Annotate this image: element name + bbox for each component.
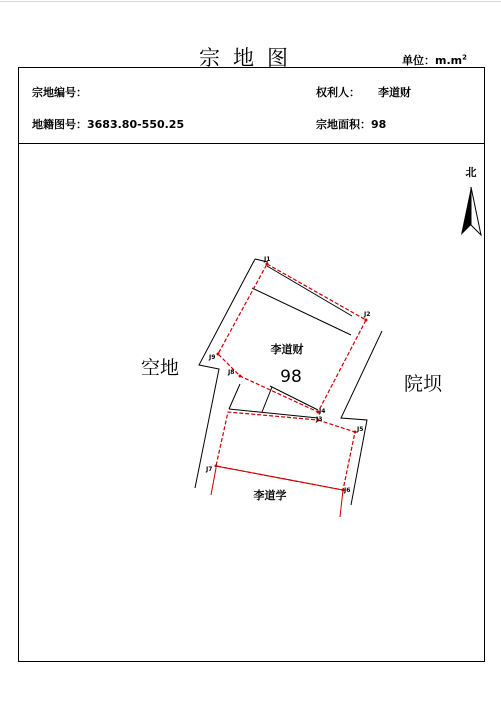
cadastral-map-number: 地籍图号：3683.80-550.25 xyxy=(32,118,185,131)
marker-j2 xyxy=(365,319,368,322)
north-arrow-icon xyxy=(461,187,471,235)
parcel-area-label: 宗地面积：98 xyxy=(316,118,387,131)
lower-parcel-boundary xyxy=(216,412,355,490)
west-segment-line xyxy=(229,384,240,409)
owner-value: 李道财 xyxy=(378,86,411,99)
north-label: 北 xyxy=(465,166,477,179)
point-label-j1: J1 xyxy=(264,256,271,263)
point-label-j3: J3 xyxy=(316,416,323,423)
area-value-label: 98 xyxy=(280,367,302,387)
marker-j8 xyxy=(239,375,242,378)
south-boundary-line xyxy=(216,466,343,490)
owner-label: 权利人： xyxy=(316,86,360,99)
page-title: 宗地图 xyxy=(199,46,301,70)
west-label: 空地 xyxy=(141,357,180,379)
unit-text: 单位：m.m xyxy=(402,54,463,67)
west-outer-line xyxy=(195,259,255,488)
point-label-j7: J7 xyxy=(206,466,213,473)
parcel-number-label: 宗地编号： xyxy=(32,86,87,99)
building-top-line xyxy=(267,266,352,316)
north-arrow-outline xyxy=(471,187,481,235)
point-label-j4: J4 xyxy=(319,408,326,415)
interior-lines xyxy=(229,266,352,418)
point-label-j5: J5 xyxy=(357,426,364,433)
owner-name-label: 李道财 xyxy=(270,343,304,356)
point-label-j9: J9 xyxy=(209,354,216,361)
point-label-j2: J2 xyxy=(364,311,371,318)
inner-diagonal-line xyxy=(270,386,318,410)
marker-j7 xyxy=(215,465,218,468)
j6-extension-line xyxy=(340,490,343,517)
east-outer-line xyxy=(341,331,382,505)
inner-segment-line xyxy=(262,387,272,412)
south-neighbor-label: 李道学 xyxy=(253,489,287,502)
building-inner-line xyxy=(252,288,351,335)
unit-superscript: 2 xyxy=(462,53,467,62)
point-label-j8: J8 xyxy=(228,369,235,376)
point-label-j6: J6 xyxy=(344,487,351,494)
marker-j9 xyxy=(217,353,220,356)
east-label: 院坝 xyxy=(404,373,443,395)
